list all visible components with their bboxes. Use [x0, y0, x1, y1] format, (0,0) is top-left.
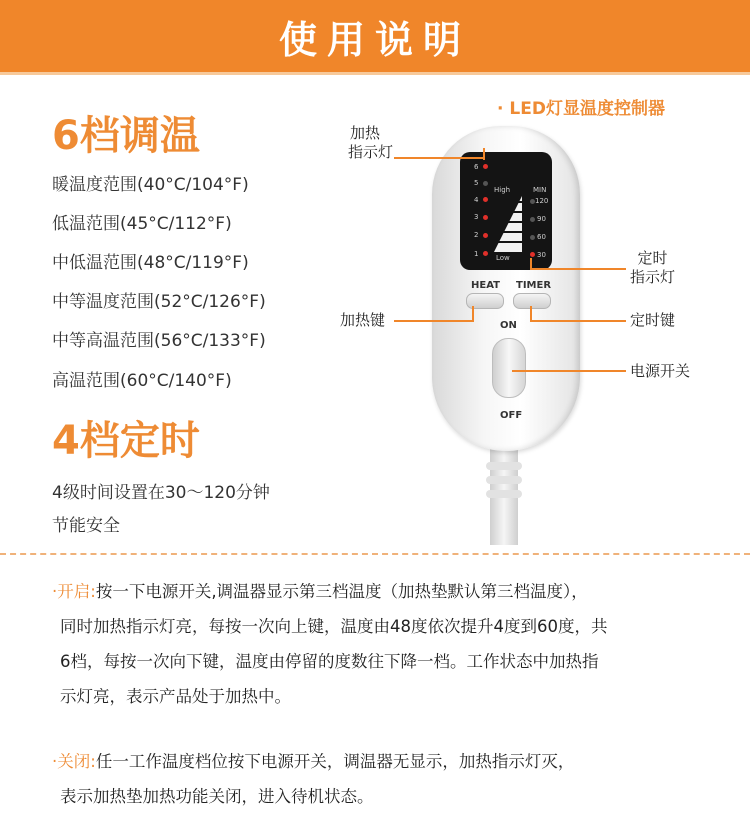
level-wedge-icon [492, 196, 524, 254]
level-led [483, 233, 488, 238]
page-title: 使用说明 [278, 17, 471, 62]
timer-range-line: 4级时间设置在30～120分钟 [52, 483, 270, 503]
controller-title-text: LED灯显温度控制器 [509, 99, 665, 119]
on-label: 开启: [57, 582, 96, 601]
leader-line [394, 157, 484, 159]
switch-on-label: ON [500, 320, 517, 331]
cable-ring [486, 476, 522, 484]
callout-text: 定时 [637, 249, 668, 267]
on-line-4: 示灯亮，表示产品处于加热中。 [60, 687, 291, 706]
timer-120-label: 120 [535, 197, 549, 205]
leader-line [394, 320, 474, 322]
level-led-off [483, 181, 488, 186]
timer-60-label: 60 [537, 233, 546, 241]
heat-indicator-callout [348, 124, 393, 162]
header-banner [0, 0, 750, 75]
power-on-instructions: ·开启:按一下电源开关,调温器显示第三档温度（加热垫默认第三档温度）， 同时加热指示灯亮，每按一次向上键，温度由48度依次提升4度到60度，共 6档，每按一次向下键，温度由停留的度数往下降一档。工作状态中加热指 示灯亮，表示产品处于加热中。 [52, 574, 712, 714]
leader-line [512, 370, 626, 372]
off-line-2: 表示加热垫加热功能关闭，进入待机状态。 [60, 787, 374, 806]
off-line-1: 任一工作温度档位按下电源开关，调温器无显示，加热指示灯灭， [95, 752, 575, 771]
power-switch[interactable] [492, 338, 526, 398]
level-led [483, 197, 488, 202]
timer-button[interactable] [513, 293, 551, 309]
level-led [483, 251, 488, 256]
timer-button-label: TIMER [516, 280, 552, 291]
power-switch-callout: 电源开关 [630, 362, 691, 380]
timer-heading: 4档定时 [52, 418, 200, 464]
leader-line [530, 306, 532, 321]
controller-title: · LED灯显温度控制器 [497, 99, 665, 119]
min-label: MIN [533, 186, 547, 194]
level-1-label: 1 [474, 250, 479, 258]
leader-line [472, 306, 474, 321]
timer-led-off [530, 235, 535, 240]
on-line-1: 按一下电源开关,调温器显示第三档温度（加热垫默认第三档温度）， [95, 582, 588, 601]
high-label: High [494, 186, 511, 194]
callout-text: 指示灯 [348, 143, 394, 161]
timer-90-label: 90 [537, 215, 546, 223]
timer-led-off [530, 217, 535, 222]
temperature-heading: 6档调温 [52, 113, 200, 159]
low-label: Low [496, 254, 510, 262]
on-line-2: 同时加热指示灯亮，每按一次向上键，温度由48度依次提升4度到60度，共 [60, 617, 608, 636]
timer-indicator-callout [630, 249, 675, 287]
temp-range-3: 中低温范围(48°C/119°F) [52, 253, 249, 273]
temp-range-6: 高温范围(60°C/140°F) [52, 371, 232, 391]
temp-range-5: 中等高温范围(56°C/133°F) [52, 331, 266, 351]
heat-indicator-led [483, 164, 488, 169]
energy-saving-line: 节能安全 [52, 516, 120, 536]
level-led [483, 215, 488, 220]
timer-key-callout: 定时键 [630, 311, 676, 329]
timer-30-label: 30 [537, 251, 546, 259]
leader-line [530, 320, 626, 322]
level-4-label: 4 [474, 196, 479, 204]
temp-range-4: 中等温度范围(52°C/126°F) [52, 292, 266, 312]
heat-key-callout: 加热键 [340, 311, 386, 329]
temp-range-1: 暖温度范围(40°C/104°F) [52, 175, 249, 195]
level-2-label: 2 [474, 231, 479, 239]
power-off-instructions: ·关闭:任一工作温度档位按下电源开关，调温器无显示，加热指示灯灭， 表示加热垫加热功能关闭，进入待机状态。 [52, 744, 712, 814]
off-label: 关闭: [57, 752, 96, 771]
switch-off-label: OFF [500, 410, 523, 421]
on-line-3: 6档，每按一次向下键，温度由停留的度数往下降一档。工作状态中加热指 [60, 652, 599, 671]
level-6-label: 6 [474, 163, 479, 171]
callout-text: 加热 [350, 124, 381, 142]
timer-led-off [530, 199, 535, 204]
timer-indicator-led [530, 252, 535, 257]
section-divider [0, 553, 750, 555]
cable-ring [486, 490, 522, 498]
heat-button-label: HEAT [471, 280, 500, 291]
cable-ring [486, 462, 522, 470]
level-3-label: 3 [474, 213, 479, 221]
leader-line [483, 148, 485, 160]
temp-range-2: 低温范围(45°C/112°F) [52, 214, 232, 234]
leader-line [530, 268, 626, 270]
callout-text: 指示灯 [630, 268, 676, 286]
level-5-label: 5 [474, 179, 479, 187]
